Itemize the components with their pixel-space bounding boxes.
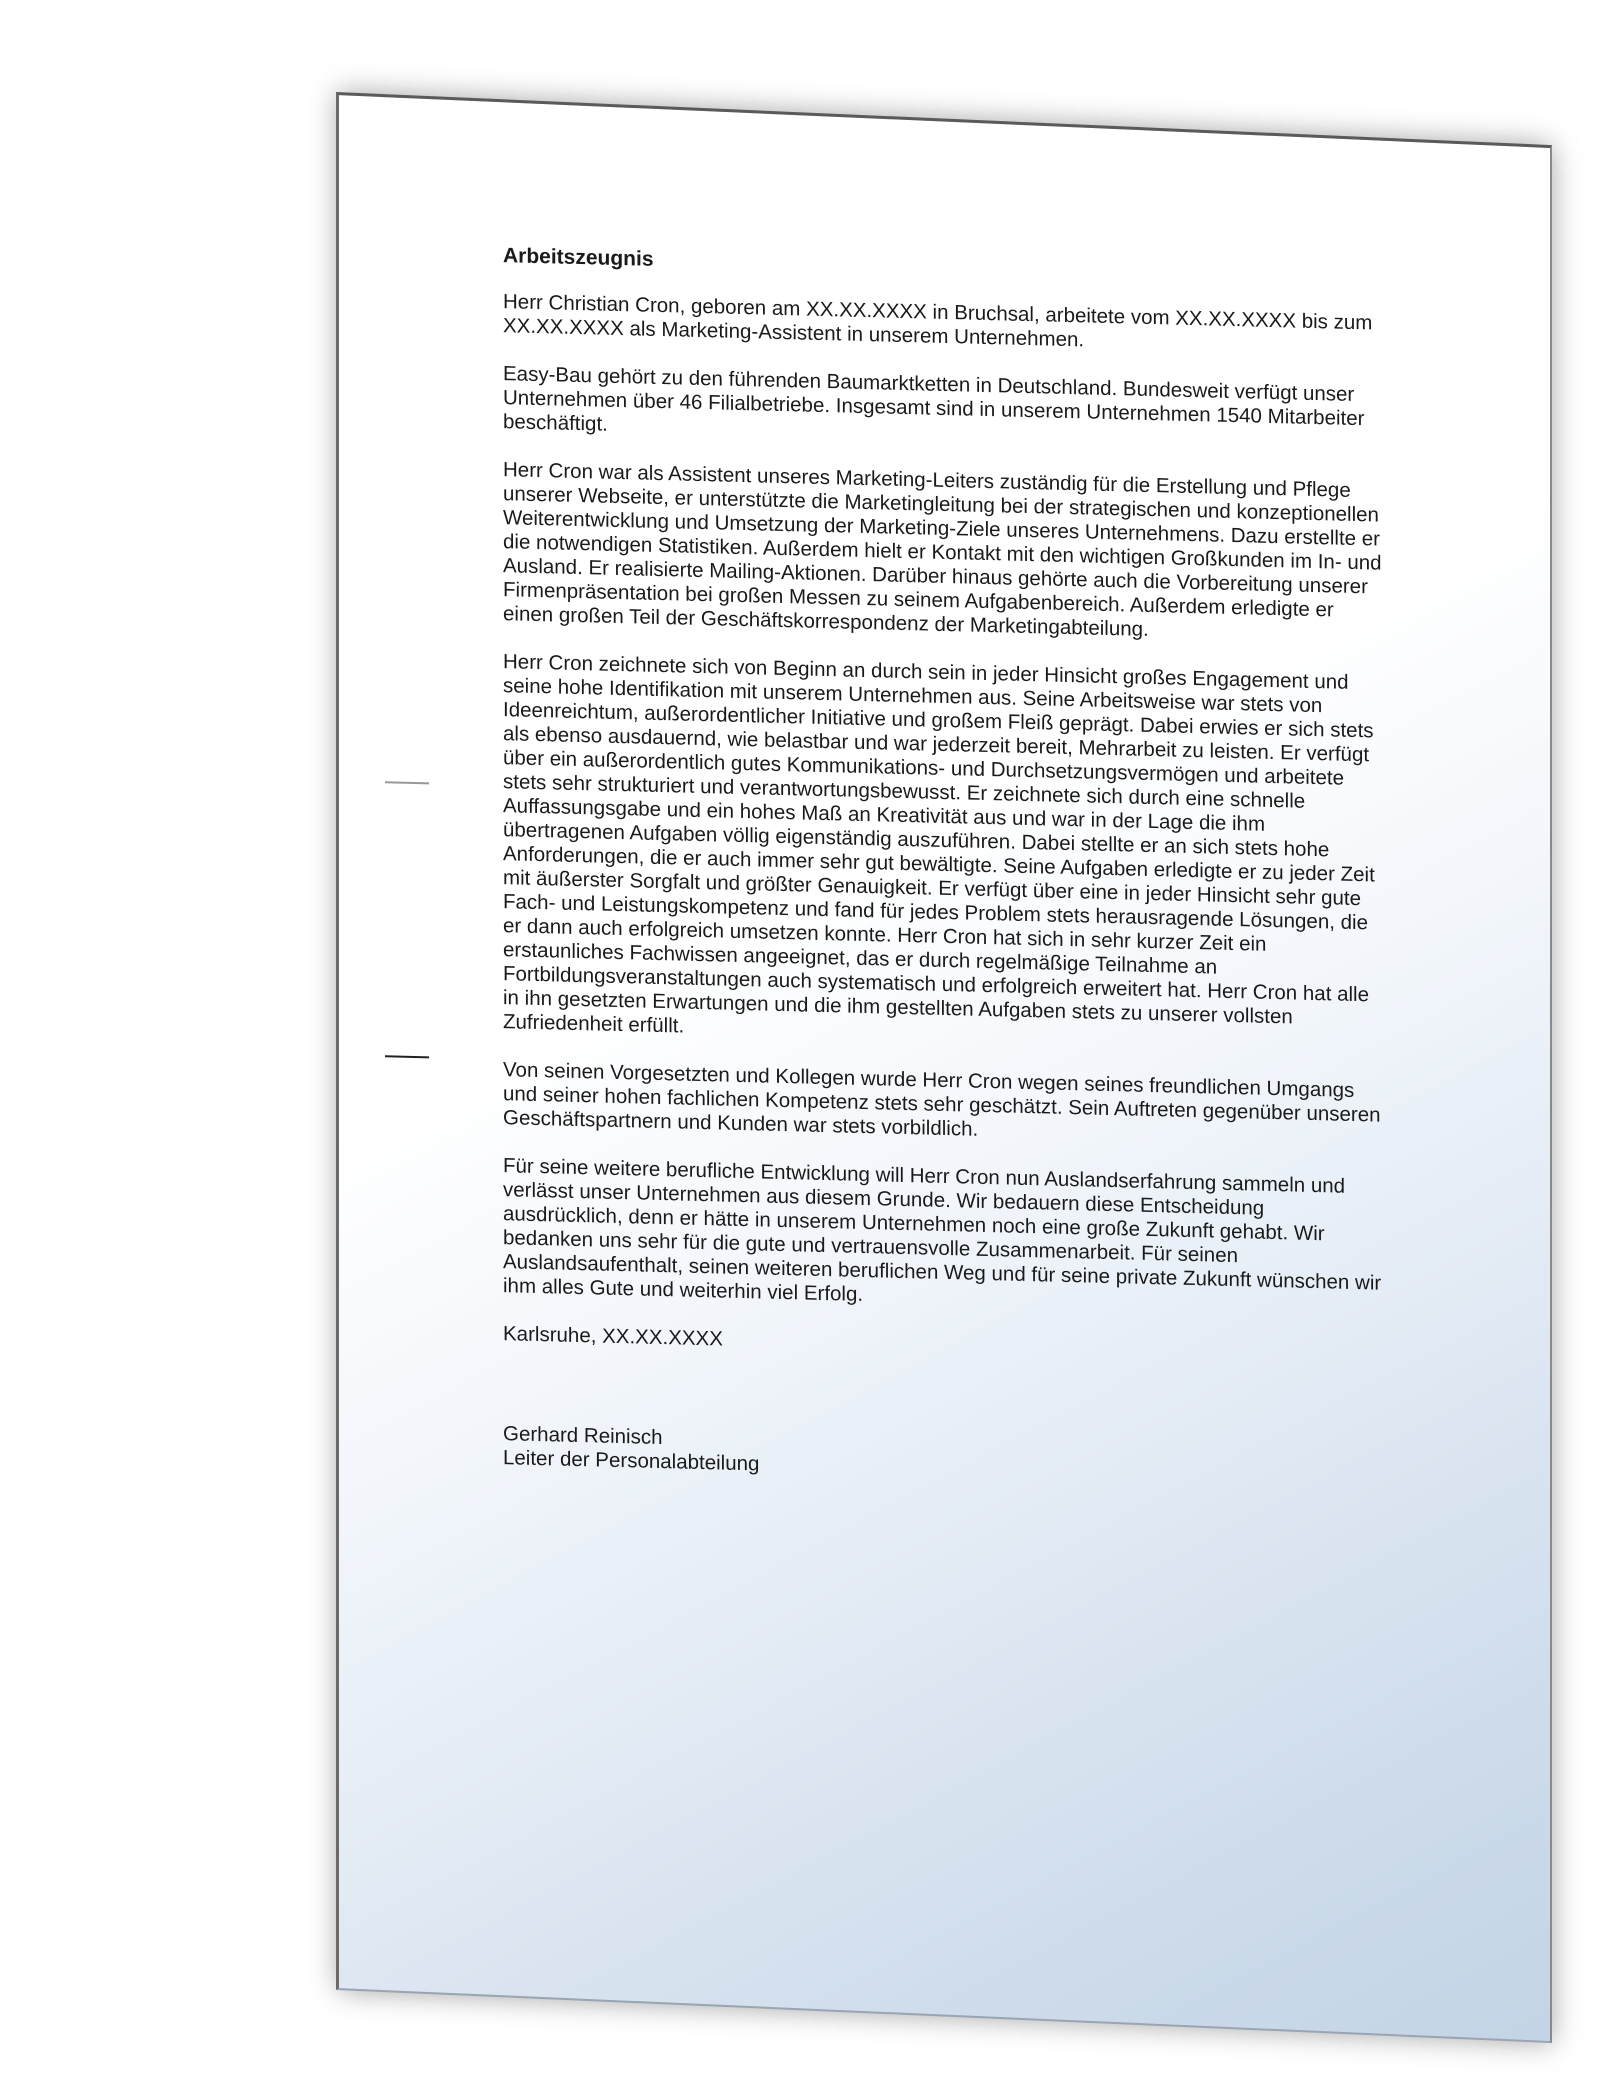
signatory-name: Gerhard Reinisch	[503, 1422, 663, 1450]
paragraph-company: Easy-Bau gehört zu den führenden Baumarktketten in Deutschland. Bundesweit verfügt unser Unternehmen über 46 Filialbetriebe. Insgesamt sind in unserem Unternehmen 1540 Mitarbeiter beschäftigt.	[503, 362, 1365, 436]
document-content	[503, 244, 1383, 1492]
document-title: Arbeitszeugnis	[503, 244, 654, 271]
fold-mark	[385, 781, 429, 784]
signatory-role: Leiter der Personalabteilung	[503, 1446, 760, 1476]
page-inner	[339, 95, 1550, 2018]
paragraph-conduct: Von seinen Vorgesetzten und Kollegen wurde Herr Cron wegen seines freundlichen Umgangs und seiner hohen fachlichen Kompetenz stets sehr geschätzt. Sein Auftreten gegenüber unseren Geschäftspartnern und Kunden war stets vorbildlich.	[503, 1058, 1381, 1141]
paragraph-closing: Für seine weitere berufliche Entwicklung will Herr Cron nun Auslandserfahrung sammeln und verlässt unser Unternehmen aus diesem Grunde. Wir bedauern diese Entscheidung ausdrücklich, denn er hätte in unserem Unternehmen noch eine große Zukunft gehabt. Wir bedanken uns sehr für die gute und vertrauensvolle Zusammenarbeit. Für seinen Auslandsaufenthalt, seinen weiteren beruflichen Weg und für seine private Zukunft wünschen wir ihm alles Gute und weiterhin viel Erfolg.	[503, 1154, 1382, 1306]
paragraph-performance: Herr Cron zeichnete sich von Beginn an durch sein in jeder Hinsicht großes Engagement und seine hohe Identifikation mit unserem Unternehmen aus. Seine Arbeitsweise war stets von Ideenreichtum, außerordentlicher Initiative und großem Fleiß geprägt. Dabei erwies er sich stets als ebenso ausdauernd, wie belastbar und war jederzeit bereit, Mehrarbeit zu leisten. Er verfügt über ein außerordentlich gutes Kommunikations- und Durchsetzungsvermögen und arbeitete stets sehr strukturiert und verantwortungsbewusst. Er zeichnete sich durch eine schnelle Auffassungsgabe und ein hohes Maß an Kreativität aus und war in der Lage die ihm übertragenen Aufgaben völlig eigenständig auszuführen. Dabei stellte er an sich stets hohe Anforderungen, die er auch immer sehr gut bewältigte. Seine Aufgaben erledigte er zu jeder Zeit mit äußerster Sorgfalt und größter Genauigkeit. Er verfügt über eine in jeder Hinsicht sehr gute Fach- und Leistungskompetenz und fand für jedes Problem stets herausragende Lösungen, die er dann auch erfolgreich umsetzen konnte. Herr Cron hat sich in sehr kurzer Zeit ein erstaunliches Fachwissen angeeignet, das er durch regelmäßige Teilnahme an Fortbildungsveranstaltungen auch systematisch und erfolgreich erweitert hat. Herr Cron hat alle in ihn gesetzten Erwartungen und die ihm gestellten Aufgaben stets zu unserer vollsten Zufriedenheit erfüllt.	[503, 650, 1375, 1038]
document-page	[336, 92, 1552, 2043]
paragraph-duties: Herr Cron war als Assistent unseres Marketing-Leiters zuständig für die Erstellung und Pflege unserer Webseite, er unterstützte die Marketingleitung bei der strategischen und konzeptionellen Weiterentwicklung und Umsetzung der Marketing-Ziele unseres Unternehmens. Dazu erstellte er die notwendigen Statistiken. Außerdem hielt er Kontakt mit den wichtigen Großkunden im In- und Ausland. Er realisierte Mailing-Aktionen. Darüber hinaus gehörte auch die Vorbereitung unserer Firmenpräsentation bei großen Messen zu seinem Aufgabenbereich. Außerdem erledigte er einen großen Teil der Geschäftskorrespondenz der Marketingabteilung.	[503, 458, 1382, 641]
place-date: Karlsruhe, XX.XX.XXXX	[503, 1322, 723, 1351]
paragraph-employment: Herr Christian Cron, geboren am XX.XX.XXXX in Bruchsal, arbeitete vom XX.XX.XXXX bis zum XX.XX.XXXX als Marketing-Assistent in unserem Unternehmen.	[503, 290, 1373, 352]
punch-mark	[385, 1055, 429, 1058]
